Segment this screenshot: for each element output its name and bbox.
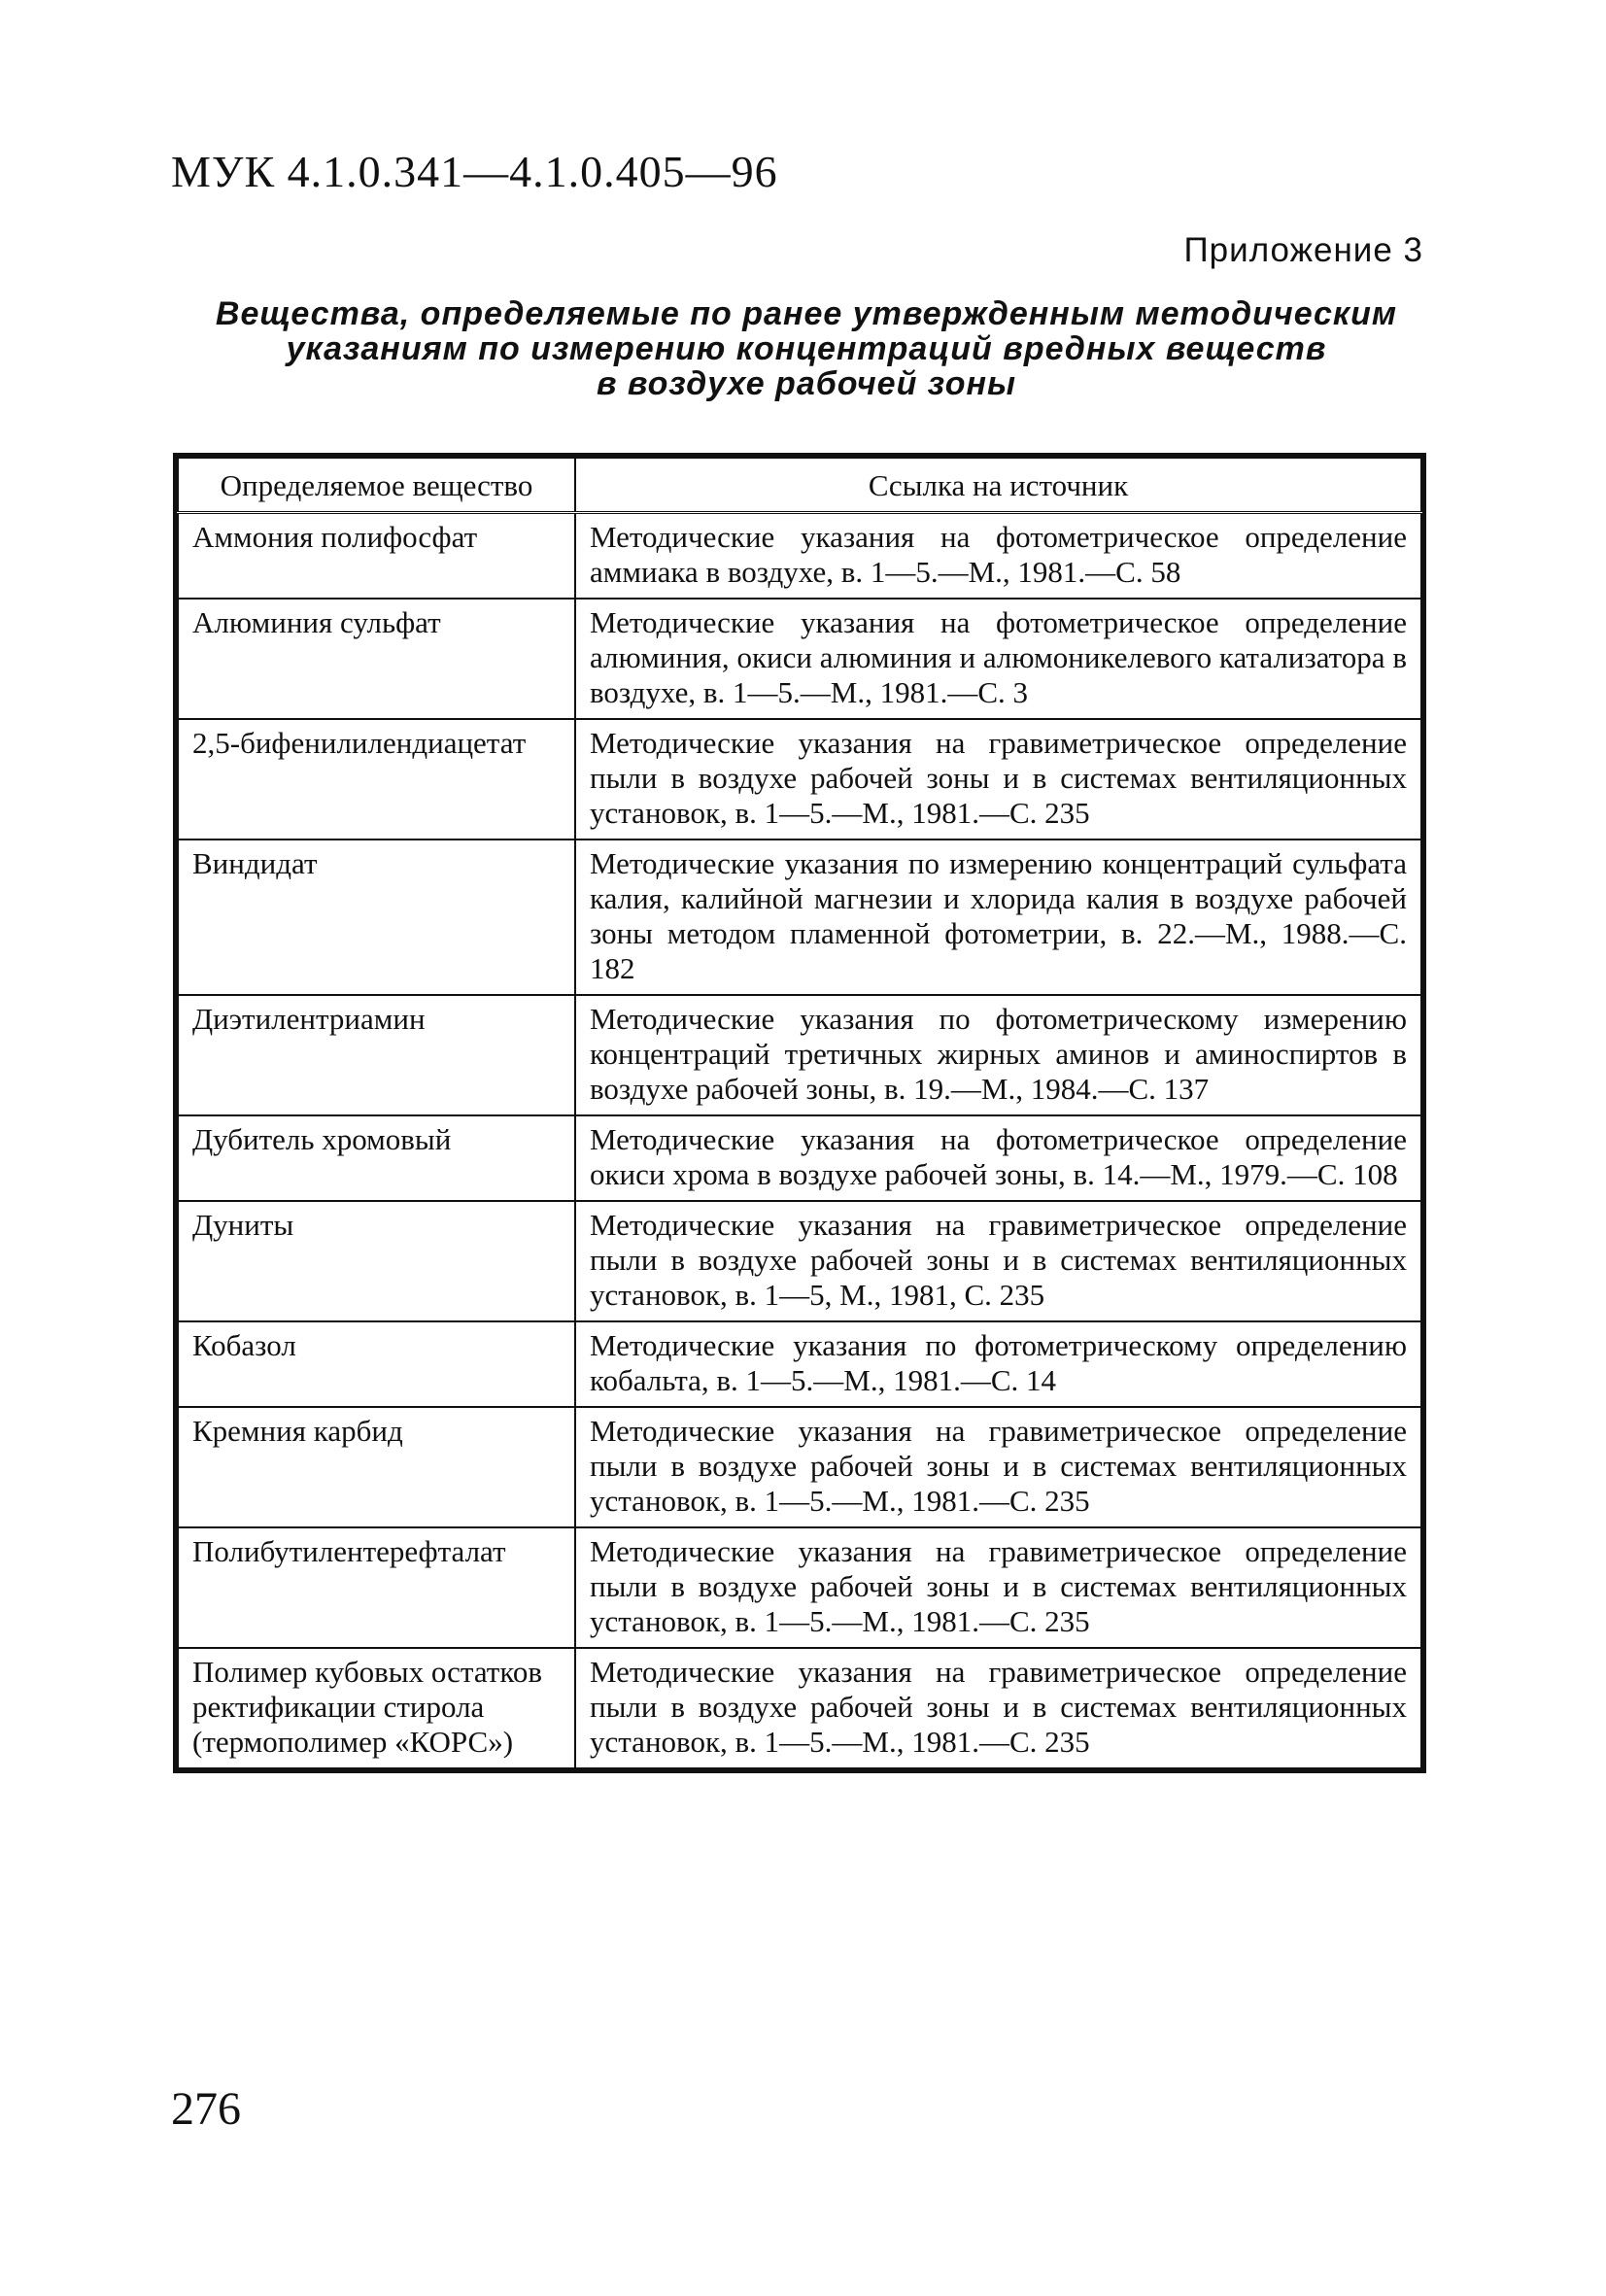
substance-cell: Алюминия сульфат <box>178 599 575 719</box>
substances-table <box>177 457 1422 1769</box>
table-row <box>178 1527 1421 1648</box>
source-cell: Методические указания по фотометрическому определению кобальта, в. 1—5.—М., 1981.—С. 14 <box>575 1321 1421 1407</box>
column-header-source: Ссылка на источник <box>575 458 1421 513</box>
table-row <box>178 995 1421 1115</box>
substance-cell: Полимер кубовых остатков ректификации стирола (термополимер «КОРС») <box>178 1648 575 1768</box>
section-title-line-1: Вещества, определяемые по ранее утвержденным методическим <box>215 295 1398 332</box>
column-header-substance: Определяемое вещество <box>178 458 575 513</box>
substance-cell: Дуниты <box>178 1201 575 1321</box>
substance-cell: Кремния карбид <box>178 1407 575 1527</box>
table-header-row <box>178 458 1421 513</box>
table-row <box>178 1648 1421 1768</box>
appendix-label: Приложение 3 <box>1183 231 1423 269</box>
substances-table-frame <box>173 453 1426 1773</box>
table-row <box>178 599 1421 719</box>
table-row <box>178 840 1421 995</box>
page-number: 276 <box>171 2083 241 2135</box>
substance-cell: Аммония полифосфат <box>178 513 575 600</box>
substance-cell: 2,5-бифенилилендиацетат <box>178 719 575 840</box>
source-cell: Методические указания по фотометрическому измерению концентраций третичных жирных аминов и аминоспиртов в воздухе рабочей зоны, в. 19.—М., 1984.—С. 137 <box>575 995 1421 1115</box>
section-title <box>155 296 1457 401</box>
document-code: МУК 4.1.0.341—4.1.0.405—96 <box>171 147 778 196</box>
table-row <box>178 1407 1421 1527</box>
substance-cell: Диэтилентриамин <box>178 995 575 1115</box>
table-row <box>178 719 1421 840</box>
source-cell: Методические указания на фотометрическое определение окиси хрома в воздухе рабочей зоны, в. 14.—М., 1979.—С. 108 <box>575 1115 1421 1201</box>
table-row <box>178 1115 1421 1201</box>
table-row <box>178 1321 1421 1407</box>
substance-cell: Полибутилентерефталат <box>178 1527 575 1648</box>
section-title-line-3: в воздухе рабочей зоны <box>596 365 1017 402</box>
table-row <box>178 513 1421 600</box>
table-row <box>178 1201 1421 1321</box>
section-title-line-2: указаниям по измерению концентраций вредных веществ <box>286 330 1327 367</box>
source-cell: Методические указания на фотометрическое определение алюминия, окиси алюминия и алюмоникелевого катализатора в воздухе, в. 1—5.—М., 1981.—С. 3 <box>575 599 1421 719</box>
substance-cell: Кобазол <box>178 1321 575 1407</box>
source-cell: Методические указания на гравиметрическое определение пыли в воздухе рабочей зоны и в системах вентиляционных установок, в. 1—5, М., 1981, С. 235 <box>575 1201 1421 1321</box>
source-cell: Методические указания на гравиметрическое определение пыли в воздухе рабочей зоны и в системах вентиляционных установок, в. 1—5.—М., 1981.—С. 235 <box>575 1527 1421 1648</box>
source-cell: Методические указания по измерению концентраций сульфата калия, калийной магнезии и хлорида калия в воздухе рабочей зоны методом пламенной фотометрии, в. 22.—М., 1988.—С. 182 <box>575 840 1421 995</box>
source-cell: Методические указания на гравиметрическое определение пыли в воздухе рабочей зоны и в системах вентиляционных установок, в. 1—5.—М., 1981.—С. 235 <box>575 719 1421 840</box>
source-cell: Методические указания на гравиметрическое определение пыли в воздухе рабочей зоны и в системах вентиляционных установок, в. 1—5.—М., 1981.—С. 235 <box>575 1648 1421 1768</box>
source-cell: Методические указания на фотометрическое определение аммиака в воздухе, в. 1—5.—М., 1981.—С. 58 <box>575 513 1421 600</box>
source-cell: Методические указания на гравиметрическое определение пыли в воздухе рабочей зоны и в системах вентиляционных установок, в. 1—5.—М., 1981.—С. 235 <box>575 1407 1421 1527</box>
substance-cell: Виндидат <box>178 840 575 995</box>
substance-cell: Дубитель хромовый <box>178 1115 575 1201</box>
